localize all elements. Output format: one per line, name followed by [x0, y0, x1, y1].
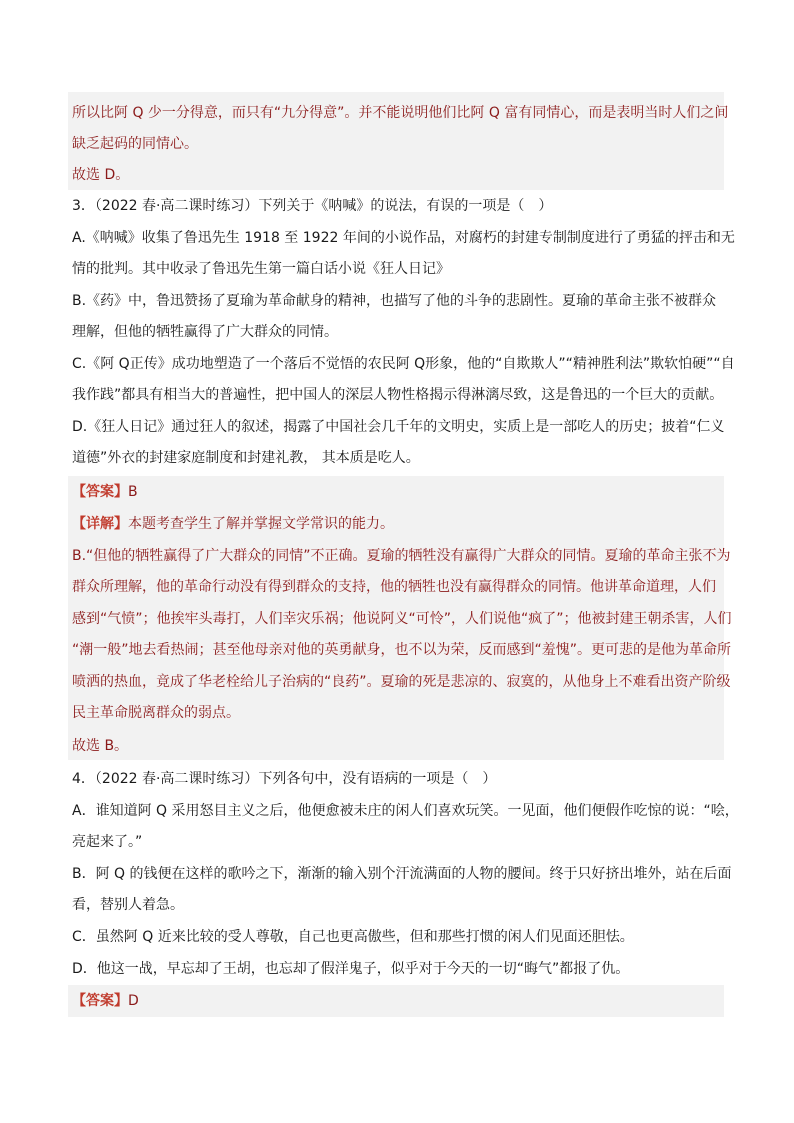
q4-answer-background	[68, 985, 724, 1017]
detail-line: 感到“气愤”；他挨牢头毒打，人们幸灾乐祸；他说阿义“可怜”，人们说他“疯了”；他被封建王朝杀害，人们	[72, 611, 732, 627]
q3-option-d-cont: 道德”外衣的封建家庭制度和封建礼教， 其本质是吃人。	[72, 450, 420, 466]
q4-option-a-cont: 亮起来了。”	[72, 834, 143, 850]
q4-option-c: C．虽然阿 Q 近来比较的受人尊敬，自己也更高傲些，但和那些打惯的闲人们见面还胆怯。	[72, 929, 634, 945]
q3-answer	[72, 482, 138, 502]
explanation-line: 缺乏起码的同情心。	[72, 136, 198, 152]
q4-option-b-cont: 看，替别人着急。	[72, 897, 184, 913]
detail-label: 【详解】	[72, 516, 128, 532]
choice-line: 故选 D。	[72, 167, 130, 183]
q4-option-b: B．阿 Q 的钱便在这样的歌吟之下，渐渐的输入别个汗流满面的人物的腰间。终于只好挤出堆外，站在后面	[72, 866, 732, 882]
q4-option-a: A．谁知道阿 Q 采用怒目主义之后，他便愈被未庄的闲人们喜欢玩笑。一见面，他们便假作吃惊的说：“哙，	[72, 803, 739, 819]
explanation-line: 所以比阿 Q 少一分得意，而只有“九分得意”。并不能说明他们比阿 Q 富有同情心，而是表明当时人们之间	[72, 105, 729, 121]
answer-label: 【答案】	[72, 484, 128, 500]
choice-line: 故选 B。	[72, 738, 129, 754]
q3-option-b-cont: 理解，但他的牺牲赢得了广大群众的同情。	[72, 324, 338, 340]
q3-option-b: B.《药》中，鲁迅赞扬了夏瑜为革命献身的精神，也描写了他的斗争的悲剧性。夏瑜的革命主张不被群众	[72, 293, 717, 309]
detail-line: 民主革命脱离群众的弱点。	[72, 705, 240, 721]
q3-option-c-cont: 我作践”都具有相当大的普遍性，把中国人的深层人物性格揭示得淋漓尽致，这是鲁迅的一个巨大的贡献。	[72, 387, 724, 403]
detail-line: 群众所理解，他的革命行动没有得到群众的支持，他的牺牲也没有赢得群众的同情。他讲革命道理，人们	[72, 579, 716, 595]
detail-line: B.“但他的牺牲赢得了广大群众的同情”不正确。夏瑜的牺牲没有赢得广大群众的同情。夏瑜的革命主张不为	[72, 548, 731, 564]
answer-value: D	[128, 993, 139, 1009]
question-4-stem: 4．（2022 春·高二课时练习）下列各句中，没有语病的一项是（ ）	[72, 771, 497, 787]
q4-answer	[72, 991, 139, 1011]
answer-value: B	[128, 484, 138, 500]
detail-intro: 本题考查学生了解并掌握文学常识的能力。	[128, 516, 394, 532]
q3-option-a: A.《呐喊》收集了鲁迅先生 1918 至 1922 年间的小说作品，对腐朽的封建专制制度进行了勇猛的抨击和无	[72, 230, 735, 246]
question-3-stem: 3．（2022 春·高二课时练习）下列关于《呐喊》的说法，有误的一项是（ ）	[72, 198, 553, 214]
q3-option-a-cont: 情的批判。其中收录了鲁迅先生第一篇白话小说《狂人日记》	[72, 261, 450, 277]
q3-option-c: C.《阿 Q正传》成功地塑造了一个落后不觉悟的农民阿 Q形象，他的“自欺欺人”“精神胜利法”欺软怕硬”“自	[72, 356, 735, 372]
q4-option-d: D．他这一战，早忘却了王胡，也忘却了假洋鬼子，似乎对于今天的一切“晦气”都报了仇。	[72, 961, 630, 977]
q3-option-d: D.《狂人日记》通过狂人的叙述，揭露了中国社会几千年的文明史，实质上是一部吃人的历史；披着“仁义	[72, 419, 725, 435]
q3-detail	[72, 514, 394, 534]
answer-label: 【答案】	[72, 993, 128, 1009]
detail-line: “潮一般”地去看热闹；甚至他母亲对他的英勇献身，也不以为荣，反而感到“羞愧”。更可悲的是他为革命所	[72, 642, 732, 658]
detail-line: 喷洒的热血，竟成了华老栓给儿子治病的“良药”。夏瑜的死是悲凉的、寂寞的，从他身上不难看出资产阶级	[72, 674, 731, 690]
